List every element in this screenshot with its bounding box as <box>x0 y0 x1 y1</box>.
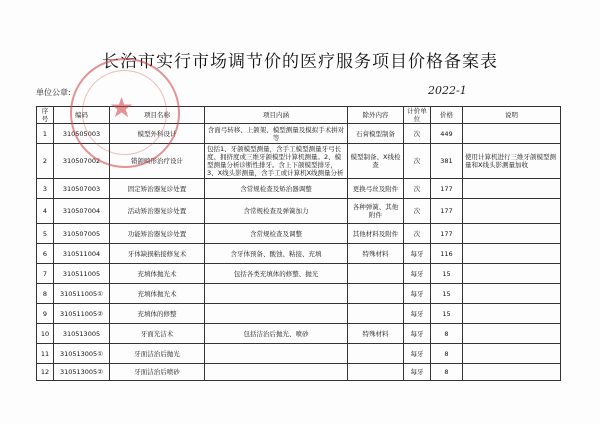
item-code: 310511005② <box>54 304 110 324</box>
item-price: 177 <box>431 179 463 199</box>
item-code: 310513005② <box>54 364 110 381</box>
table-row <box>37 199 561 224</box>
table-row <box>37 364 561 381</box>
item-note <box>463 284 561 304</box>
item-name: 牙面光洁术 <box>110 324 205 344</box>
item-price: 116 <box>431 244 463 264</box>
header-cell: 项目名称 <box>110 107 205 124</box>
item-name: 模型外科设计 <box>110 124 205 144</box>
row-number: 5 <box>37 224 54 244</box>
table-row <box>37 324 561 344</box>
item-price: 15 <box>431 284 463 304</box>
item-content <box>205 284 348 304</box>
item-content: 包括洁治后抛光、喷砂 <box>205 324 348 344</box>
item-price: 449 <box>431 124 463 144</box>
item-exclude <box>348 364 404 381</box>
item-exclude <box>348 284 404 304</box>
item-unit: 次 <box>404 224 431 244</box>
item-content <box>205 304 348 324</box>
item-exclude: 模型制备、X线检查 <box>348 144 404 179</box>
item-price: 381 <box>431 144 463 179</box>
row-number: 11 <box>37 344 54 364</box>
item-unit: 次 <box>404 179 431 199</box>
item-unit: 每牙 <box>404 364 431 381</box>
item-content <box>205 344 348 364</box>
item-unit: 每牙 <box>404 324 431 344</box>
item-exclude: 更换弓丝及附件 <box>348 179 404 199</box>
item-code: 310513005① <box>54 344 110 364</box>
item-price: 15 <box>431 264 463 284</box>
item-unit: 每牙 <box>404 244 431 264</box>
item-exclude: 石膏模型制备 <box>348 124 404 144</box>
unit-seal-label: 单位公章: <box>36 88 71 97</box>
item-code: 310511005 <box>54 264 110 284</box>
item-note <box>463 244 561 264</box>
header-cell: 价格 <box>431 107 463 124</box>
row-number: 2 <box>37 144 54 179</box>
table-row <box>37 124 561 144</box>
item-name: 充填体抛光术 <box>110 264 205 284</box>
item-name: 功能矫治器复诊处置 <box>110 224 205 244</box>
item-exclude: 特殊材料 <box>348 244 404 264</box>
item-code: 310511004 <box>54 244 110 264</box>
item-name: 牙体缺损粘接修复术 <box>110 244 205 264</box>
item-content: 含牙体预备、酸蚀、粘接、充填 <box>205 244 348 264</box>
item-code: 310513005 <box>54 324 110 344</box>
item-price: 177 <box>431 199 463 224</box>
item-content: 包括各类充填体的修整、抛光 <box>205 264 348 284</box>
row-number: 8 <box>37 284 54 304</box>
table-row <box>37 179 561 199</box>
item-code: 310507004 <box>54 199 110 224</box>
item-unit: 次 <box>404 199 431 224</box>
item-exclude: 其他材料及附件 <box>348 224 404 244</box>
table-row <box>37 144 561 179</box>
item-exclude: 各种弹簧、其他附件 <box>348 199 404 224</box>
item-name: 牙面洁治后喷砂 <box>110 364 205 381</box>
table-row <box>37 244 561 264</box>
item-price: 8 <box>431 324 463 344</box>
item-note <box>463 224 561 244</box>
item-note <box>463 304 561 324</box>
page-title: 长治市实行市场调节价的医疗服务项目价格备案表 <box>102 52 498 72</box>
row-number: 7 <box>37 264 54 284</box>
item-content: 包括1、牙颌模型测量，含手工模型测量牙弓长度、拥挤度或三维牙颌模型计算机测量。2、模型测量分析诊断性排牙。含上下颌模型排牙，3、X线头影测量，含手工或计算机X线测量分析 <box>205 144 348 179</box>
item-exclude: 特殊材料 <box>348 324 404 344</box>
handwritten-date: 2022-1 <box>428 84 467 97</box>
item-exclude <box>348 264 404 284</box>
item-name: 错颌畸形治疗设计 <box>110 144 205 179</box>
item-code: 310511005① <box>54 284 110 304</box>
row-number: 4 <box>37 199 54 224</box>
item-note <box>463 124 561 144</box>
item-unit: 次 <box>404 124 431 144</box>
item-name: 牙面洁治后抛光 <box>110 344 205 364</box>
item-note: 使用计算机进行三维牙颌模型测量和X线头影测量加收 <box>463 144 561 179</box>
table-row <box>37 344 561 364</box>
item-note <box>463 199 561 224</box>
row-number: 3 <box>37 179 54 199</box>
item-name: 充填体抛光术 <box>110 284 205 304</box>
item-price: 177 <box>431 224 463 244</box>
item-unit: 次 <box>404 144 431 179</box>
header-cell: 说明 <box>463 107 561 124</box>
header-cell: 编码 <box>54 107 110 124</box>
item-unit: 每牙 <box>404 284 431 304</box>
item-content: 含常规检查及弹簧加力 <box>205 199 348 224</box>
table-row <box>37 284 561 304</box>
item-unit: 每牙 <box>404 344 431 364</box>
item-price: 15 <box>431 304 463 324</box>
row-number: 9 <box>37 304 54 324</box>
table-header-row <box>37 107 561 124</box>
row-number: 12 <box>37 364 54 381</box>
item-content: 含常规检查及调整 <box>205 224 348 244</box>
header-cell: 计价单位 <box>404 107 431 124</box>
item-content: 含面弓转移、上颌架、模型测量及模拟手术拼对等 <box>205 124 348 144</box>
table-row <box>37 264 561 284</box>
table-row <box>37 224 561 244</box>
item-note <box>463 179 561 199</box>
item-code: 310507003 <box>54 179 110 199</box>
item-name: 固定矫治器复诊处置 <box>110 179 205 199</box>
item-note <box>463 364 561 381</box>
row-number: 6 <box>37 244 54 264</box>
item-name: 活动矫治器复诊处置 <box>110 199 205 224</box>
item-code: 310507002 <box>54 144 110 179</box>
item-note <box>463 344 561 364</box>
item-note <box>463 324 561 344</box>
item-name: 充填体的修整 <box>110 304 205 324</box>
item-code: 310507005 <box>54 224 110 244</box>
item-price: 8 <box>431 364 463 381</box>
item-unit: 每牙 <box>404 304 431 324</box>
table-row <box>37 304 561 324</box>
item-price: 8 <box>431 344 463 364</box>
price-filing-table <box>36 106 561 381</box>
item-code: 310505003 <box>54 124 110 144</box>
item-unit: 每牙 <box>404 264 431 284</box>
header-cell: 项目内涵 <box>205 107 348 124</box>
item-content: 含常规检查及矫治器调整 <box>205 179 348 199</box>
seal-star-icon: ★ <box>109 91 135 124</box>
item-content <box>205 364 348 381</box>
header-cell: 除外内容 <box>348 107 404 124</box>
item-exclude <box>348 344 404 364</box>
item-note <box>463 264 561 284</box>
row-number: 1 <box>37 124 54 144</box>
item-exclude <box>348 304 404 324</box>
row-number: 10 <box>37 324 54 344</box>
header-cell: 序号 <box>37 107 54 124</box>
